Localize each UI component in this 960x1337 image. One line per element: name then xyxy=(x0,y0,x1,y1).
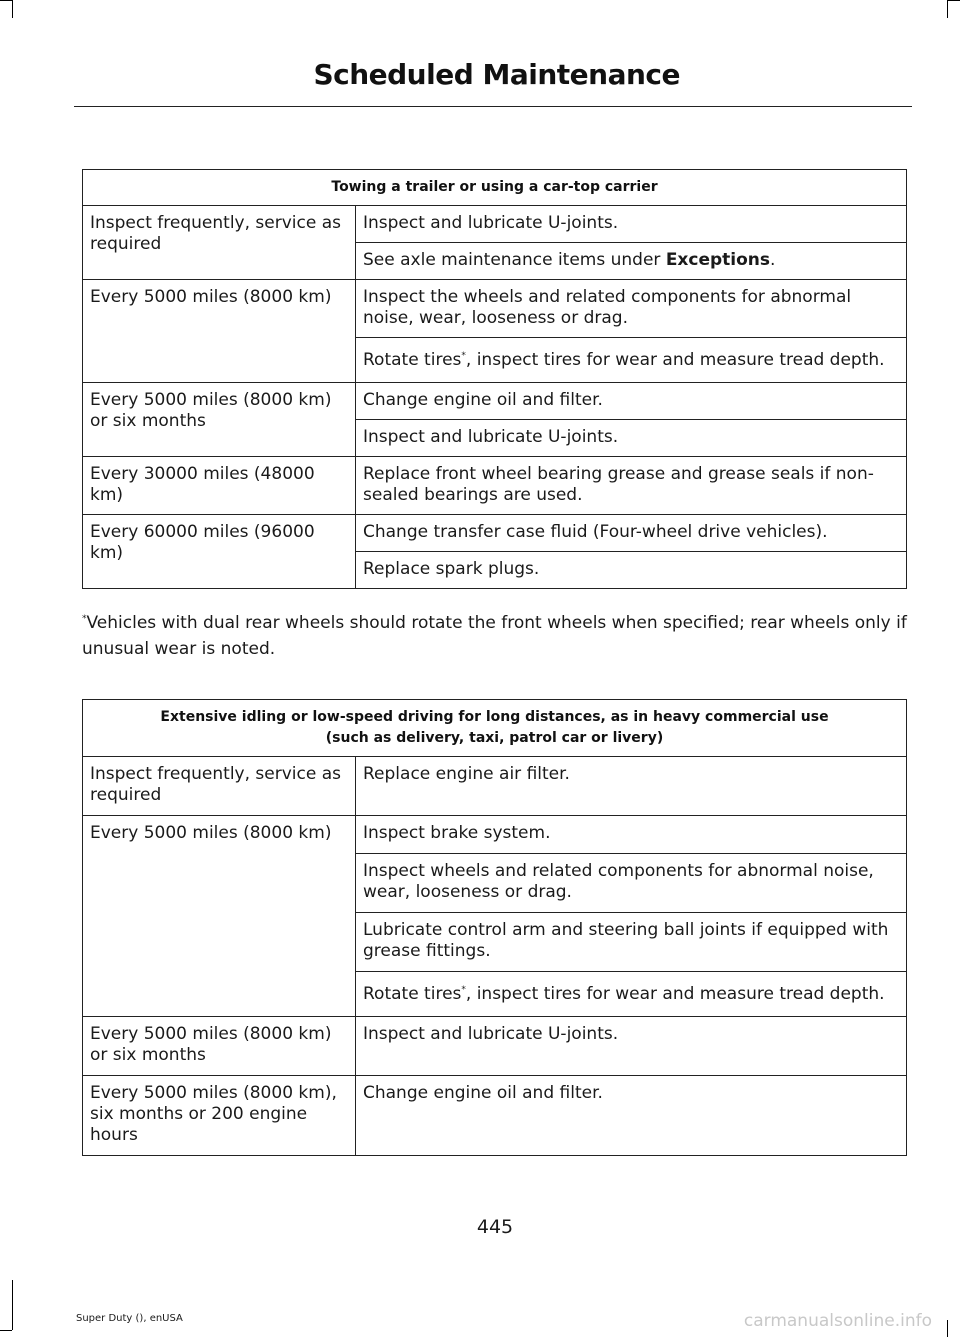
task-cell: Inspect and lubricate U-joints. xyxy=(356,420,907,457)
table-header-row xyxy=(83,170,907,206)
page-title: Scheduled Maintenance xyxy=(313,58,680,91)
task-cell xyxy=(356,243,907,280)
crop-mark xyxy=(947,0,948,18)
footnote-marker: * xyxy=(461,985,466,995)
footnote xyxy=(82,610,912,662)
task-cell: Replace spark plugs. xyxy=(356,552,907,589)
interval-cell: Every 60000 miles (96000 km) xyxy=(83,515,356,589)
interval-cell: Every 5000 miles (8000 km) or six months xyxy=(83,1017,356,1076)
towing-maintenance-table xyxy=(82,169,907,589)
table-row xyxy=(83,383,907,420)
footnote-marker: * xyxy=(461,351,466,361)
task-text: Rotate tires xyxy=(363,984,462,1004)
interval-cell: Every 5000 miles (8000 km), six months or 200 engine hours xyxy=(83,1076,356,1156)
task-text: See axle maintenance items under xyxy=(363,250,666,270)
table-heading: Towing a trailer or using a car-top carrier xyxy=(83,170,907,206)
table-row xyxy=(83,757,907,816)
table-row xyxy=(83,280,907,338)
task-text-end: , inspect tires for wear and measure tread depth. xyxy=(465,984,885,1004)
idling-maintenance-table xyxy=(82,699,907,1156)
crop-mark xyxy=(947,1320,948,1337)
crop-mark xyxy=(0,0,12,1)
interval-cell: Every 5000 miles (8000 km) or six months xyxy=(83,383,356,457)
crop-mark xyxy=(12,0,13,18)
table-row xyxy=(83,1076,907,1156)
document-id: Super Duty (), enUSA xyxy=(76,1313,183,1324)
page-number: 445 xyxy=(476,1216,514,1238)
task-cell: Inspect and lubricate U-joints. xyxy=(356,1017,907,1076)
table-row xyxy=(83,206,907,243)
interval-cell: Every 5000 miles (8000 km) xyxy=(83,280,356,383)
table-heading-line: (such as delivery, taxi, patrol car or livery) xyxy=(325,730,664,746)
table-row xyxy=(83,515,907,552)
table-heading xyxy=(83,700,907,757)
task-text-end: . xyxy=(770,250,776,270)
interval-cell: Every 5000 miles (8000 km) xyxy=(83,816,356,1017)
title-divider xyxy=(74,106,912,107)
task-cell: Replace engine air filter. xyxy=(356,757,907,816)
crop-mark xyxy=(0,1330,12,1331)
task-cell: Change transfer case fluid (Four-wheel drive vehicles). xyxy=(356,515,907,552)
task-cell: Inspect the wheels and related components for abnormal noise, wear, looseness or drag. xyxy=(356,280,907,338)
crop-mark xyxy=(948,0,960,1)
task-cell: Lubricate control arm and steering ball joints if equipped with grease fittings. xyxy=(356,913,907,972)
table-row xyxy=(83,816,907,854)
task-cell: Replace front wheel bearing grease and grease seals if non-sealed bearings are used. xyxy=(356,457,907,515)
task-text: Rotate tires xyxy=(363,350,462,370)
task-text-end: , inspect tires for wear and measure tread depth. xyxy=(465,350,885,370)
task-cell xyxy=(356,972,907,1017)
task-cell: Inspect brake system. xyxy=(356,816,907,854)
table-heading-line: Extensive idling or low-speed driving for long distances, as in heavy commercial use xyxy=(160,709,829,725)
interval-cell: Every 30000 miles (48000 km) xyxy=(83,457,356,515)
table-row xyxy=(83,1017,907,1076)
task-cell: Change engine oil and filter. xyxy=(356,1076,907,1156)
table-header-row xyxy=(83,700,907,757)
task-cell: Change engine oil and filter. xyxy=(356,383,907,420)
watermark: carmanualsonline.info xyxy=(743,1311,932,1331)
task-cell xyxy=(356,338,907,383)
table-row xyxy=(83,457,907,515)
interval-cell: Inspect frequently, service as required xyxy=(83,206,356,280)
footnote-marker: * xyxy=(82,614,87,624)
interval-cell: Inspect frequently, service as required xyxy=(83,757,356,816)
crop-mark xyxy=(12,1280,13,1330)
exceptions-reference: Exceptions xyxy=(665,250,771,270)
task-cell: Inspect wheels and related components for abnormal noise, wear, looseness or drag. xyxy=(356,854,907,913)
footnote-text: Vehicles with dual rear wheels should rotate the front wheels when specified; rear wheels only if unusual wear is noted. xyxy=(82,613,907,659)
task-cell: Inspect and lubricate U-joints. xyxy=(356,206,907,243)
